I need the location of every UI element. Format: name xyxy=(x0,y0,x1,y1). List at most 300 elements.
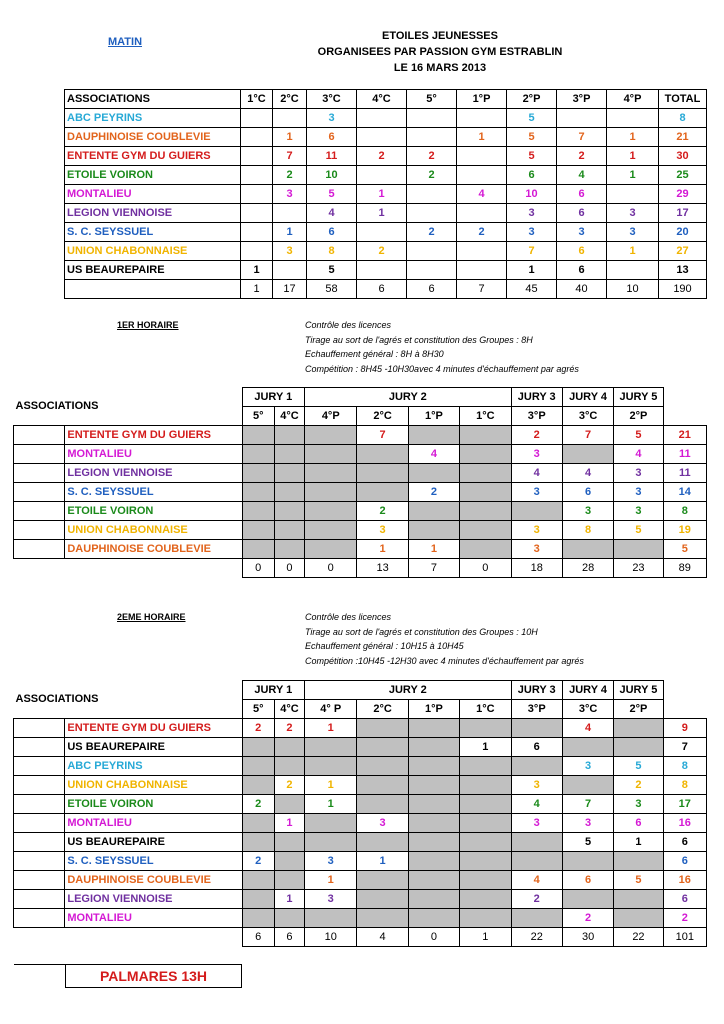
score-cell: 2 xyxy=(357,242,407,261)
score-cell xyxy=(562,852,613,871)
score-cell: 2 xyxy=(407,166,457,185)
score-cell: 3 xyxy=(305,890,357,909)
score-cell xyxy=(614,890,663,909)
column-total: 13 xyxy=(357,559,408,578)
table-row xyxy=(65,109,707,128)
score-cell: 3 xyxy=(614,502,663,521)
score-cell: 3 xyxy=(305,852,357,871)
total-cell: 21 xyxy=(663,426,706,445)
score-cell xyxy=(460,483,511,502)
total-cell: 25 xyxy=(659,166,707,185)
association-name: ENTENTE GYM DU GUIERS xyxy=(65,147,241,166)
score-cell xyxy=(460,871,511,890)
score-cell: 10 xyxy=(307,166,357,185)
column-total: 18 xyxy=(511,559,562,578)
score-cell: 1 xyxy=(607,242,659,261)
jury-header-row xyxy=(14,681,707,700)
score-cell: 7 xyxy=(562,795,613,814)
association-name: MONTALIEU xyxy=(65,909,242,928)
table-row xyxy=(14,445,707,464)
score-cell: 6 xyxy=(511,738,562,757)
total-cell: 20 xyxy=(659,223,707,242)
score-cell xyxy=(408,795,459,814)
score-cell: 3 xyxy=(507,204,557,223)
score-cell: 6 xyxy=(557,185,607,204)
score-cell: 1 xyxy=(241,261,273,280)
score-cell: 5 xyxy=(614,757,663,776)
total-cell: 11 xyxy=(663,464,706,483)
score-cell xyxy=(614,719,663,738)
event-title xyxy=(290,28,590,76)
association-name: MONTALIEU xyxy=(65,185,241,204)
column-header: 1°P xyxy=(457,90,507,109)
jury-header: JURY 5 xyxy=(614,681,663,700)
column-total: 6 xyxy=(242,928,274,947)
score-cell: 3 xyxy=(507,223,557,242)
total-cell: 6 xyxy=(663,852,706,871)
score-cell: 8 xyxy=(562,521,613,540)
score-cell xyxy=(457,242,507,261)
schedule-line: Contrôle des licences xyxy=(305,612,392,622)
apparatus-header: 2°P xyxy=(614,700,663,719)
table-row xyxy=(14,483,707,502)
score-cell xyxy=(562,540,613,559)
association-name: ENTENTE GYM DU GUIERS xyxy=(65,426,242,445)
score-cell xyxy=(457,109,507,128)
table-row xyxy=(65,185,707,204)
score-cell xyxy=(460,757,511,776)
apparatus-header: 2°P xyxy=(614,407,663,426)
score-cell: 5 xyxy=(614,521,663,540)
score-cell xyxy=(460,521,511,540)
column-header: 2°C xyxy=(273,90,307,109)
score-cell xyxy=(407,242,457,261)
column-total: 17 xyxy=(273,280,307,299)
association-name: UNION CHABONNAISE xyxy=(65,242,241,261)
column-total: 101 xyxy=(663,928,706,947)
association-name: UNION CHABONNAISE xyxy=(65,776,242,795)
score-cell xyxy=(357,464,408,483)
totals-blank xyxy=(14,928,65,947)
score-cell xyxy=(408,814,459,833)
score-cell xyxy=(242,833,274,852)
score-cell xyxy=(457,204,507,223)
score-cell: 2 xyxy=(614,776,663,795)
column-header: TOTAL xyxy=(659,90,707,109)
association-name: LEGION VIENNOISE xyxy=(65,464,242,483)
score-cell xyxy=(274,464,304,483)
table-row xyxy=(14,521,707,540)
association-name: LEGION VIENNOISE xyxy=(65,890,242,909)
apparatus-header: 3°P xyxy=(511,700,562,719)
score-cell xyxy=(305,757,357,776)
score-cell: 3 xyxy=(511,776,562,795)
score-cell xyxy=(614,852,663,871)
table-row xyxy=(65,242,707,261)
column-total: 1 xyxy=(241,280,273,299)
score-cell xyxy=(357,719,408,738)
table-row xyxy=(65,204,707,223)
score-cell xyxy=(408,776,459,795)
table-row xyxy=(14,852,707,871)
row-spacer xyxy=(14,464,65,483)
score-cell xyxy=(357,890,408,909)
total-cell: 16 xyxy=(663,871,706,890)
score-cell xyxy=(274,540,304,559)
jury-header: JURY 2 xyxy=(305,388,511,407)
apparatus-header: 4°C xyxy=(274,407,304,426)
score-cell xyxy=(242,871,274,890)
score-cell: 4 xyxy=(511,871,562,890)
column-total: 45 xyxy=(507,280,557,299)
table-row xyxy=(14,426,707,445)
column-total: 10 xyxy=(607,280,659,299)
column-total: 30 xyxy=(562,928,613,947)
score-cell xyxy=(274,852,304,871)
score-cell: 1 xyxy=(305,719,357,738)
apparatus-header: 4°P xyxy=(305,407,357,426)
score-cell xyxy=(357,757,408,776)
row-spacer xyxy=(14,540,65,559)
score-cell: 3 xyxy=(614,483,663,502)
column-header-associations: ASSOCIATIONS xyxy=(14,388,243,426)
score-cell xyxy=(242,814,274,833)
score-cell xyxy=(242,738,274,757)
score-cell xyxy=(242,464,274,483)
jury-header: JURY 1 xyxy=(242,388,304,407)
row-spacer xyxy=(14,521,65,540)
total-cell: 16 xyxy=(663,814,706,833)
score-cell: 1 xyxy=(607,147,659,166)
score-cell: 3 xyxy=(511,483,562,502)
score-cell xyxy=(274,502,304,521)
score-cell: 4 xyxy=(457,185,507,204)
score-cell: 2 xyxy=(357,147,407,166)
score-cell: 6 xyxy=(562,871,613,890)
total-cell: 17 xyxy=(659,204,707,223)
title-line: ORGANISEES PAR PASSION GYM ESTRABLIN xyxy=(317,46,563,58)
column-header: 1°C xyxy=(241,90,273,109)
palmares-title: PALMARES 13H xyxy=(65,964,242,988)
score-cell: 7 xyxy=(557,128,607,147)
score-cell xyxy=(273,109,307,128)
jury-header: JURY 3 xyxy=(511,388,562,407)
score-cell xyxy=(511,757,562,776)
score-cell: 6 xyxy=(562,483,613,502)
score-cell xyxy=(511,852,562,871)
score-cell xyxy=(357,795,408,814)
total-cell: 8 xyxy=(663,502,706,521)
score-cell xyxy=(511,502,562,521)
score-cell xyxy=(241,242,273,261)
total-cell: 5 xyxy=(663,540,706,559)
score-cell: 1 xyxy=(507,261,557,280)
score-cell: 2 xyxy=(273,166,307,185)
score-cell: 1 xyxy=(614,833,663,852)
score-cell xyxy=(241,147,273,166)
score-cell xyxy=(242,521,274,540)
score-cell xyxy=(242,776,274,795)
score-cell xyxy=(407,185,457,204)
table-row xyxy=(14,871,707,890)
score-cell: 2 xyxy=(274,719,304,738)
association-name: LEGION VIENNOISE xyxy=(65,204,241,223)
column-header: 2°P xyxy=(507,90,557,109)
score-cell xyxy=(562,890,613,909)
total-cell: 11 xyxy=(663,445,706,464)
schedule-2-label: 2EME HORAIRE xyxy=(117,612,186,622)
score-cell: 7 xyxy=(507,242,557,261)
score-cell xyxy=(407,128,457,147)
total-cell: 2 xyxy=(663,909,706,928)
totals-label-cell xyxy=(65,280,241,299)
score-cell: 5 xyxy=(507,128,557,147)
association-name: US BEAUREPAIRE xyxy=(65,833,242,852)
score-cell xyxy=(357,166,407,185)
column-total: 6 xyxy=(274,928,304,947)
summary-header-row xyxy=(65,90,707,109)
score-cell xyxy=(305,502,357,521)
divider xyxy=(14,964,66,965)
table-row xyxy=(65,223,707,242)
score-cell: 5 xyxy=(507,147,557,166)
score-cell xyxy=(457,147,507,166)
score-cell xyxy=(460,909,511,928)
score-cell xyxy=(408,502,459,521)
jury-table-2 xyxy=(13,680,707,947)
column-total: 40 xyxy=(557,280,607,299)
score-cell: 3 xyxy=(614,464,663,483)
total-cell: 7 xyxy=(663,738,706,757)
score-cell: 3 xyxy=(562,757,613,776)
score-cell: 4 xyxy=(408,445,459,464)
score-cell xyxy=(562,445,613,464)
association-name: DAUPHINOISE COUBLEVIE xyxy=(65,128,241,147)
column-total: 1 xyxy=(460,928,511,947)
score-cell: 2 xyxy=(242,719,274,738)
score-cell xyxy=(273,261,307,280)
score-cell xyxy=(408,464,459,483)
score-cell xyxy=(562,776,613,795)
score-cell xyxy=(242,909,274,928)
score-cell xyxy=(241,223,273,242)
table-row xyxy=(65,147,707,166)
score-cell xyxy=(614,909,663,928)
score-cell xyxy=(607,109,659,128)
table-row xyxy=(14,502,707,521)
header-blank xyxy=(663,388,706,426)
score-cell xyxy=(241,185,273,204)
table-row xyxy=(14,890,707,909)
score-cell xyxy=(460,445,511,464)
row-spacer xyxy=(14,445,65,464)
score-cell: 2 xyxy=(242,852,274,871)
totals-row xyxy=(65,280,707,299)
score-cell: 3 xyxy=(562,814,613,833)
column-total: 0 xyxy=(305,559,357,578)
score-cell xyxy=(241,109,273,128)
score-cell xyxy=(305,483,357,502)
schedule-line: Echauffement général : 10H15 à 10H45 xyxy=(305,641,464,651)
column-total: 0 xyxy=(460,559,511,578)
score-cell: 8 xyxy=(307,242,357,261)
score-cell xyxy=(457,166,507,185)
score-cell xyxy=(614,738,663,757)
score-cell: 1 xyxy=(305,795,357,814)
column-total: 4 xyxy=(357,928,408,947)
apparatus-header: 5° xyxy=(242,700,274,719)
score-cell: 2 xyxy=(511,890,562,909)
total-cell: 8 xyxy=(663,757,706,776)
schedule-line: Tirage au sort de l'agrés et constitution des Groupes : 10H xyxy=(305,626,538,637)
score-cell xyxy=(357,483,408,502)
score-cell xyxy=(407,204,457,223)
jury-table-1 xyxy=(13,387,707,578)
score-cell xyxy=(305,833,357,852)
score-cell xyxy=(614,540,663,559)
score-cell xyxy=(242,540,274,559)
score-cell xyxy=(241,166,273,185)
score-cell: 2 xyxy=(557,147,607,166)
score-cell: 2 xyxy=(407,147,457,166)
column-total: 0 xyxy=(408,928,459,947)
column-total: 58 xyxy=(307,280,357,299)
schedule-line: Compétition : 8H45 -10H30avec 4 minutes d'échauffement par agrés xyxy=(305,363,579,374)
score-cell xyxy=(607,261,659,280)
score-cell: 1 xyxy=(460,738,511,757)
score-cell: 1 xyxy=(607,166,659,185)
score-cell: 7 xyxy=(357,426,408,445)
apparatus-header: 3°P xyxy=(511,407,562,426)
apparatus-header: 1°C xyxy=(460,407,511,426)
association-name: ETOILE VOIRON xyxy=(65,502,242,521)
total-cell: 27 xyxy=(659,242,707,261)
totals-blank xyxy=(65,928,242,947)
column-total: 23 xyxy=(614,559,663,578)
score-cell: 4 xyxy=(307,204,357,223)
score-cell: 5 xyxy=(307,261,357,280)
apparatus-header: 4°C xyxy=(274,700,304,719)
score-cell xyxy=(408,890,459,909)
row-spacer xyxy=(14,814,65,833)
score-cell: 5 xyxy=(507,109,557,128)
title-line: LE 16 MARS 2013 xyxy=(393,62,487,74)
table-row xyxy=(65,261,707,280)
score-cell xyxy=(408,833,459,852)
score-cell: 7 xyxy=(562,426,613,445)
score-cell: 1 xyxy=(357,204,407,223)
score-cell: 4 xyxy=(562,464,613,483)
row-spacer xyxy=(14,483,65,502)
schedule-1-label: 1ER HORAIRE xyxy=(117,320,179,330)
score-cell xyxy=(511,719,562,738)
score-cell: 2 xyxy=(457,223,507,242)
apparatus-header: 1°C xyxy=(460,700,511,719)
score-cell xyxy=(460,776,511,795)
schedule-line: Contrôle des licences xyxy=(305,320,392,330)
score-cell: 1 xyxy=(305,776,357,795)
schedule-line: Compétition :10H45 -12H30 avec 4 minutes d'échauffement par agrés xyxy=(305,655,584,666)
score-cell xyxy=(274,445,304,464)
score-cell: 4 xyxy=(511,795,562,814)
association-name: MONTALIEU xyxy=(65,445,242,464)
column-header-associations: ASSOCIATIONS xyxy=(14,681,243,719)
score-cell xyxy=(408,757,459,776)
score-cell xyxy=(305,445,357,464)
score-cell: 3 xyxy=(357,521,408,540)
table-row xyxy=(65,128,707,147)
score-cell: 6 xyxy=(307,223,357,242)
score-cell: 5 xyxy=(614,871,663,890)
score-cell: 1 xyxy=(274,890,304,909)
score-cell: 3 xyxy=(307,109,357,128)
score-cell: 4 xyxy=(614,445,663,464)
jury-header: JURY 2 xyxy=(305,681,511,700)
score-cell: 3 xyxy=(562,502,613,521)
score-cell xyxy=(357,445,408,464)
totals-row xyxy=(14,928,707,947)
column-total: 0 xyxy=(242,559,274,578)
jury-header: JURY 4 xyxy=(562,681,613,700)
score-cell xyxy=(242,426,274,445)
score-cell: 2 xyxy=(242,795,274,814)
table-row xyxy=(65,166,707,185)
score-cell: 2 xyxy=(511,426,562,445)
column-total: 7 xyxy=(457,280,507,299)
score-cell xyxy=(357,738,408,757)
total-cell: 13 xyxy=(659,261,707,280)
score-cell xyxy=(241,204,273,223)
score-cell: 2 xyxy=(562,909,613,928)
score-cell xyxy=(407,109,457,128)
score-cell xyxy=(460,502,511,521)
score-cell xyxy=(242,757,274,776)
score-cell xyxy=(460,464,511,483)
score-cell xyxy=(273,204,307,223)
table-row xyxy=(14,776,707,795)
total-cell: 6 xyxy=(663,890,706,909)
total-cell: 8 xyxy=(659,109,707,128)
score-cell xyxy=(357,909,408,928)
association-name: ABC PEYRINS xyxy=(65,757,242,776)
session-label: MATIN xyxy=(108,36,143,48)
association-name: S. C. SEYSSUEL xyxy=(65,223,241,242)
score-cell: 3 xyxy=(607,223,659,242)
score-cell xyxy=(511,833,562,852)
score-cell xyxy=(408,871,459,890)
summary-table xyxy=(64,89,707,299)
score-cell xyxy=(408,426,459,445)
table-row xyxy=(14,738,707,757)
score-cell xyxy=(607,185,659,204)
column-total: 28 xyxy=(562,559,613,578)
score-cell xyxy=(407,261,457,280)
schedule-line: Tirage au sort de l'agrés et constitution des Groupes : 8H xyxy=(305,334,533,345)
score-cell xyxy=(460,540,511,559)
score-cell: 4 xyxy=(562,719,613,738)
apparatus-header: 2°C xyxy=(357,407,408,426)
column-header: 3°P xyxy=(557,90,607,109)
row-spacer xyxy=(14,852,65,871)
score-cell: 1 xyxy=(273,128,307,147)
table-row xyxy=(14,464,707,483)
score-cell xyxy=(305,521,357,540)
column-header: 5° xyxy=(407,90,457,109)
column-total: 89 xyxy=(663,559,706,578)
score-cell xyxy=(305,464,357,483)
score-cell xyxy=(557,109,607,128)
jury-header: JURY 4 xyxy=(562,388,613,407)
